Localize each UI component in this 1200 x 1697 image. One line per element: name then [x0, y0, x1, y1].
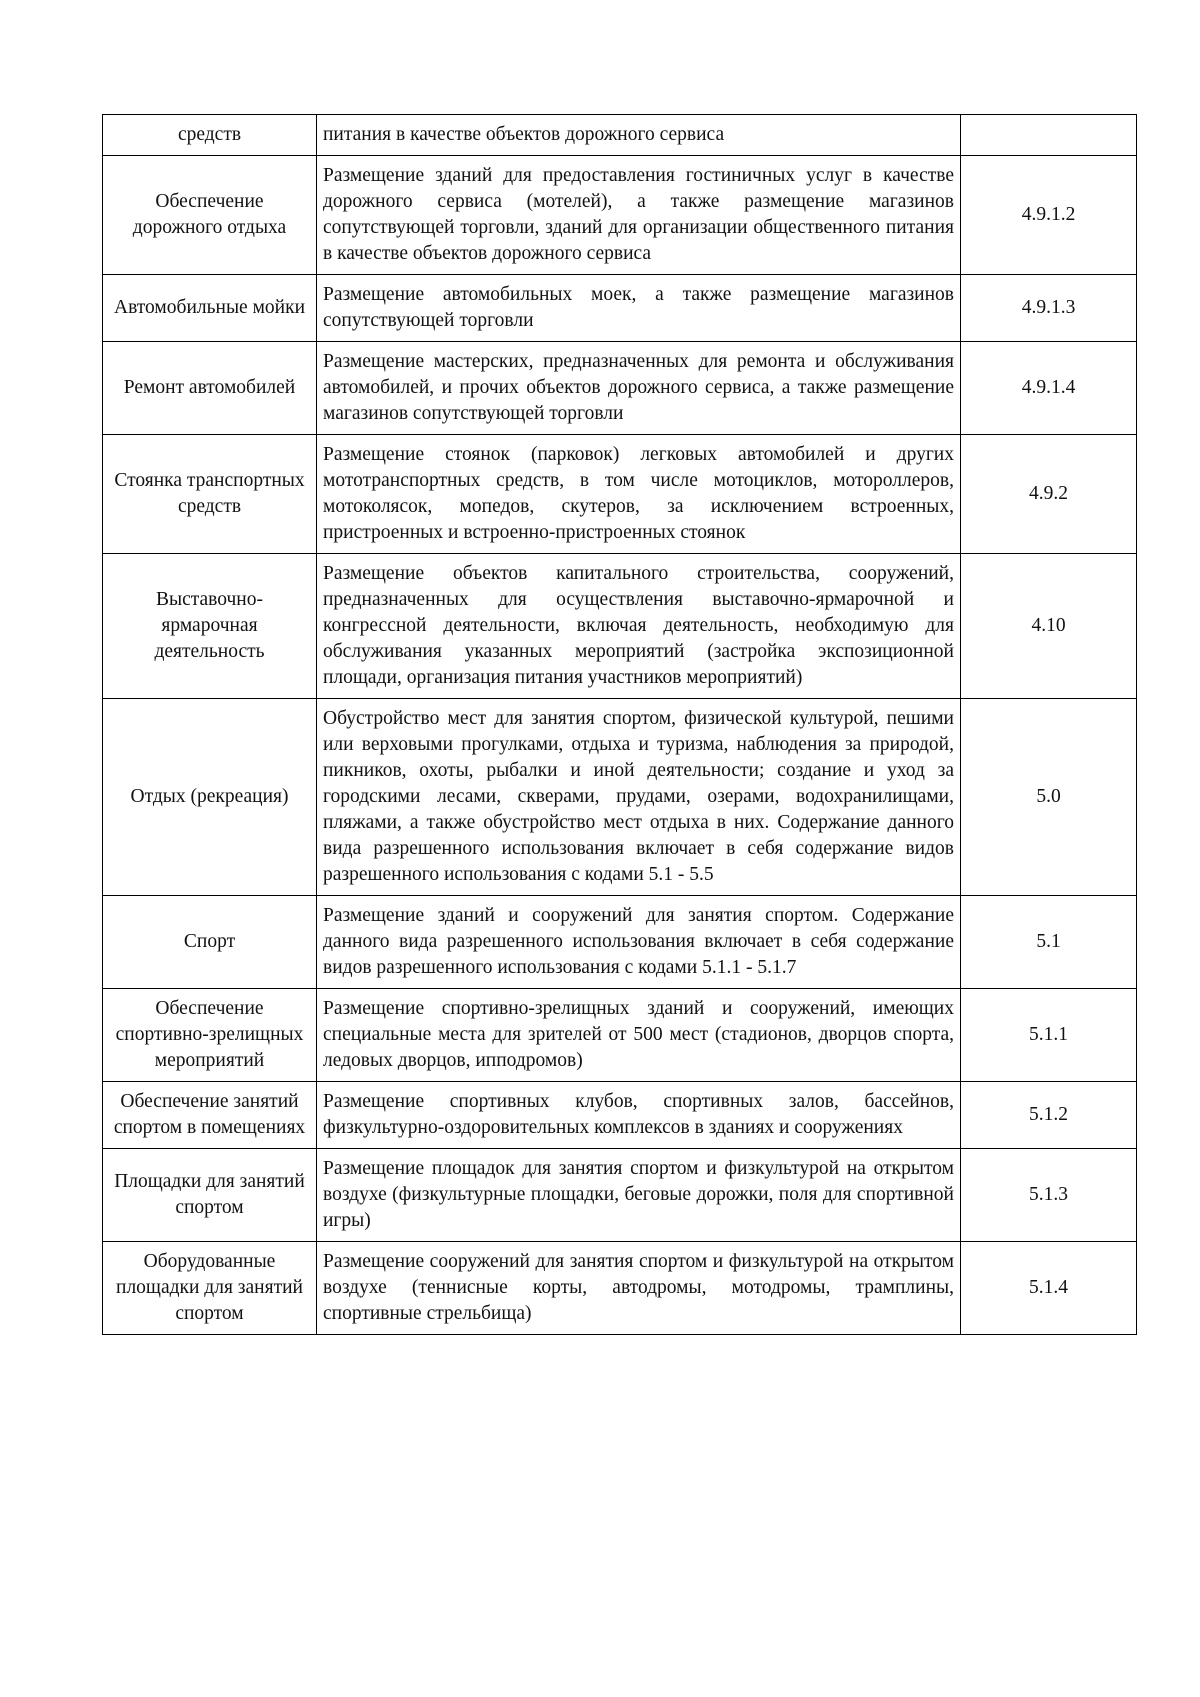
- use-type-code: 4.9.2: [961, 435, 1137, 554]
- table-row: [103, 699, 1137, 896]
- table-body: [103, 115, 1137, 1335]
- table-row: [103, 115, 1137, 156]
- use-type-code: 5.1.1: [961, 989, 1137, 1082]
- use-type-description: Размещение спортивно-зрелищных зданий и сооружений, имеющих специальные места для зрителей от 500 мест (стадионов, дворцов спорта, ледовых дворцов, ипподромов): [317, 989, 961, 1082]
- use-type-code: 5.0: [961, 699, 1137, 896]
- use-type-name: Обеспечение дорожного отдыха: [103, 156, 317, 275]
- use-type-code: 4.10: [961, 554, 1137, 699]
- use-type-description: Размещение стоянок (парковок) легковых автомобилей и других мототранспортных средств, в том числе мотоциклов, мотороллеров, мотоколясок, мопедов, скутеров, за исключением встроенных, пристроенных и встроенно-пристроенных стоянок: [317, 435, 961, 554]
- use-type-code: 4.9.1.3: [961, 275, 1137, 342]
- use-type-name: Площадки для занятий спортом: [103, 1149, 317, 1242]
- use-type-code: 5.1.4: [961, 1242, 1137, 1335]
- use-type-code: 5.1: [961, 896, 1137, 989]
- table-row: [103, 554, 1137, 699]
- use-type-name: Автомобильные мойки: [103, 275, 317, 342]
- use-type-name: Выставочно-ярмарочная деятельность: [103, 554, 317, 699]
- table-row: [103, 989, 1137, 1082]
- table-row: [103, 156, 1137, 275]
- use-type-description: Размещение объектов капитального строительства, сооружений, предназначенных для осуществления выставочно-ярмарочной и конгрессной деятельности, включая деятельность, необходимую для обслуживания указанных мероприятий (застройка экспозиционной площади, организация питания участников мероприятий): [317, 554, 961, 699]
- table-row: [103, 435, 1137, 554]
- use-type-description: питания в качестве объектов дорожного сервиса: [317, 115, 961, 156]
- use-type-description: Обустройство мест для занятия спортом, физической культурой, пешими или верховыми прогулками, отдыха и туризма, наблюдения за природой, пикников, охоты, рыбалки и иной деятельности; создание и уход за городскими лесами, скверами, прудами, озерами, водохранилищами, пляжами, а также обустройство мест отдыха в них. Содержание данного вида разрешенного использования включает в себя содержание видов разрешенного использования с кодами 5.1 - 5.5: [317, 699, 961, 896]
- use-type-code: [961, 115, 1137, 156]
- use-type-name: Стоянка транспортных средств: [103, 435, 317, 554]
- use-type-name: Ремонт автомобилей: [103, 342, 317, 435]
- table-row: [103, 342, 1137, 435]
- use-type-description: Размещение сооружений для занятия спортом и физкультурой на открытом воздухе (теннисные корты, автодромы, мотодромы, трамплины, спортивные стрельбища): [317, 1242, 961, 1335]
- use-type-code: 4.9.1.4: [961, 342, 1137, 435]
- use-type-description: Размещение спортивных клубов, спортивных залов, бассейнов, физкультурно-оздоровительных комплексов в зданиях и сооружениях: [317, 1082, 961, 1149]
- use-type-name: Спорт: [103, 896, 317, 989]
- use-type-code: 4.9.1.2: [961, 156, 1137, 275]
- use-type-name: средств: [103, 115, 317, 156]
- use-type-name: Отдых (рекреация): [103, 699, 317, 896]
- use-type-description: Размещение площадок для занятия спортом и физкультурой на открытом воздухе (физкультурные площадки, беговые дорожки, поля для спортивной игры): [317, 1149, 961, 1242]
- use-type-name: Оборудованные площадки для занятий спортом: [103, 1242, 317, 1335]
- use-type-description: Размещение зданий для предоставления гостиничных услуг в качестве дорожного сервиса (мотелей), а также размещение магазинов сопутствующей торговли, зданий для организации общественного питания в качестве объектов дорожного сервиса: [317, 156, 961, 275]
- use-type-description: Размещение автомобильных моек, а также размещение магазинов сопутствующей торговли: [317, 275, 961, 342]
- use-type-description: Размещение зданий и сооружений для занятия спортом. Содержание данного вида разрешенного использования включает в себя содержание видов разрешенного использования с кодами 5.1.1 - 5.1.7: [317, 896, 961, 989]
- land-use-table: [102, 114, 1137, 1335]
- use-type-name: Обеспечение занятий спортом в помещениях: [103, 1082, 317, 1149]
- table-row: [103, 1242, 1137, 1335]
- use-type-code: 5.1.2: [961, 1082, 1137, 1149]
- use-type-description: Размещение мастерских, предназначенных для ремонта и обслуживания автомобилей, и прочих объектов дорожного сервиса, а также размещение магазинов сопутствующей торговли: [317, 342, 961, 435]
- table-row: [103, 275, 1137, 342]
- table-row: [103, 1082, 1137, 1149]
- use-type-code: 5.1.3: [961, 1149, 1137, 1242]
- table-row: [103, 1149, 1137, 1242]
- use-type-name: Обеспечение спортивно-зрелищных мероприятий: [103, 989, 317, 1082]
- table-row: [103, 896, 1137, 989]
